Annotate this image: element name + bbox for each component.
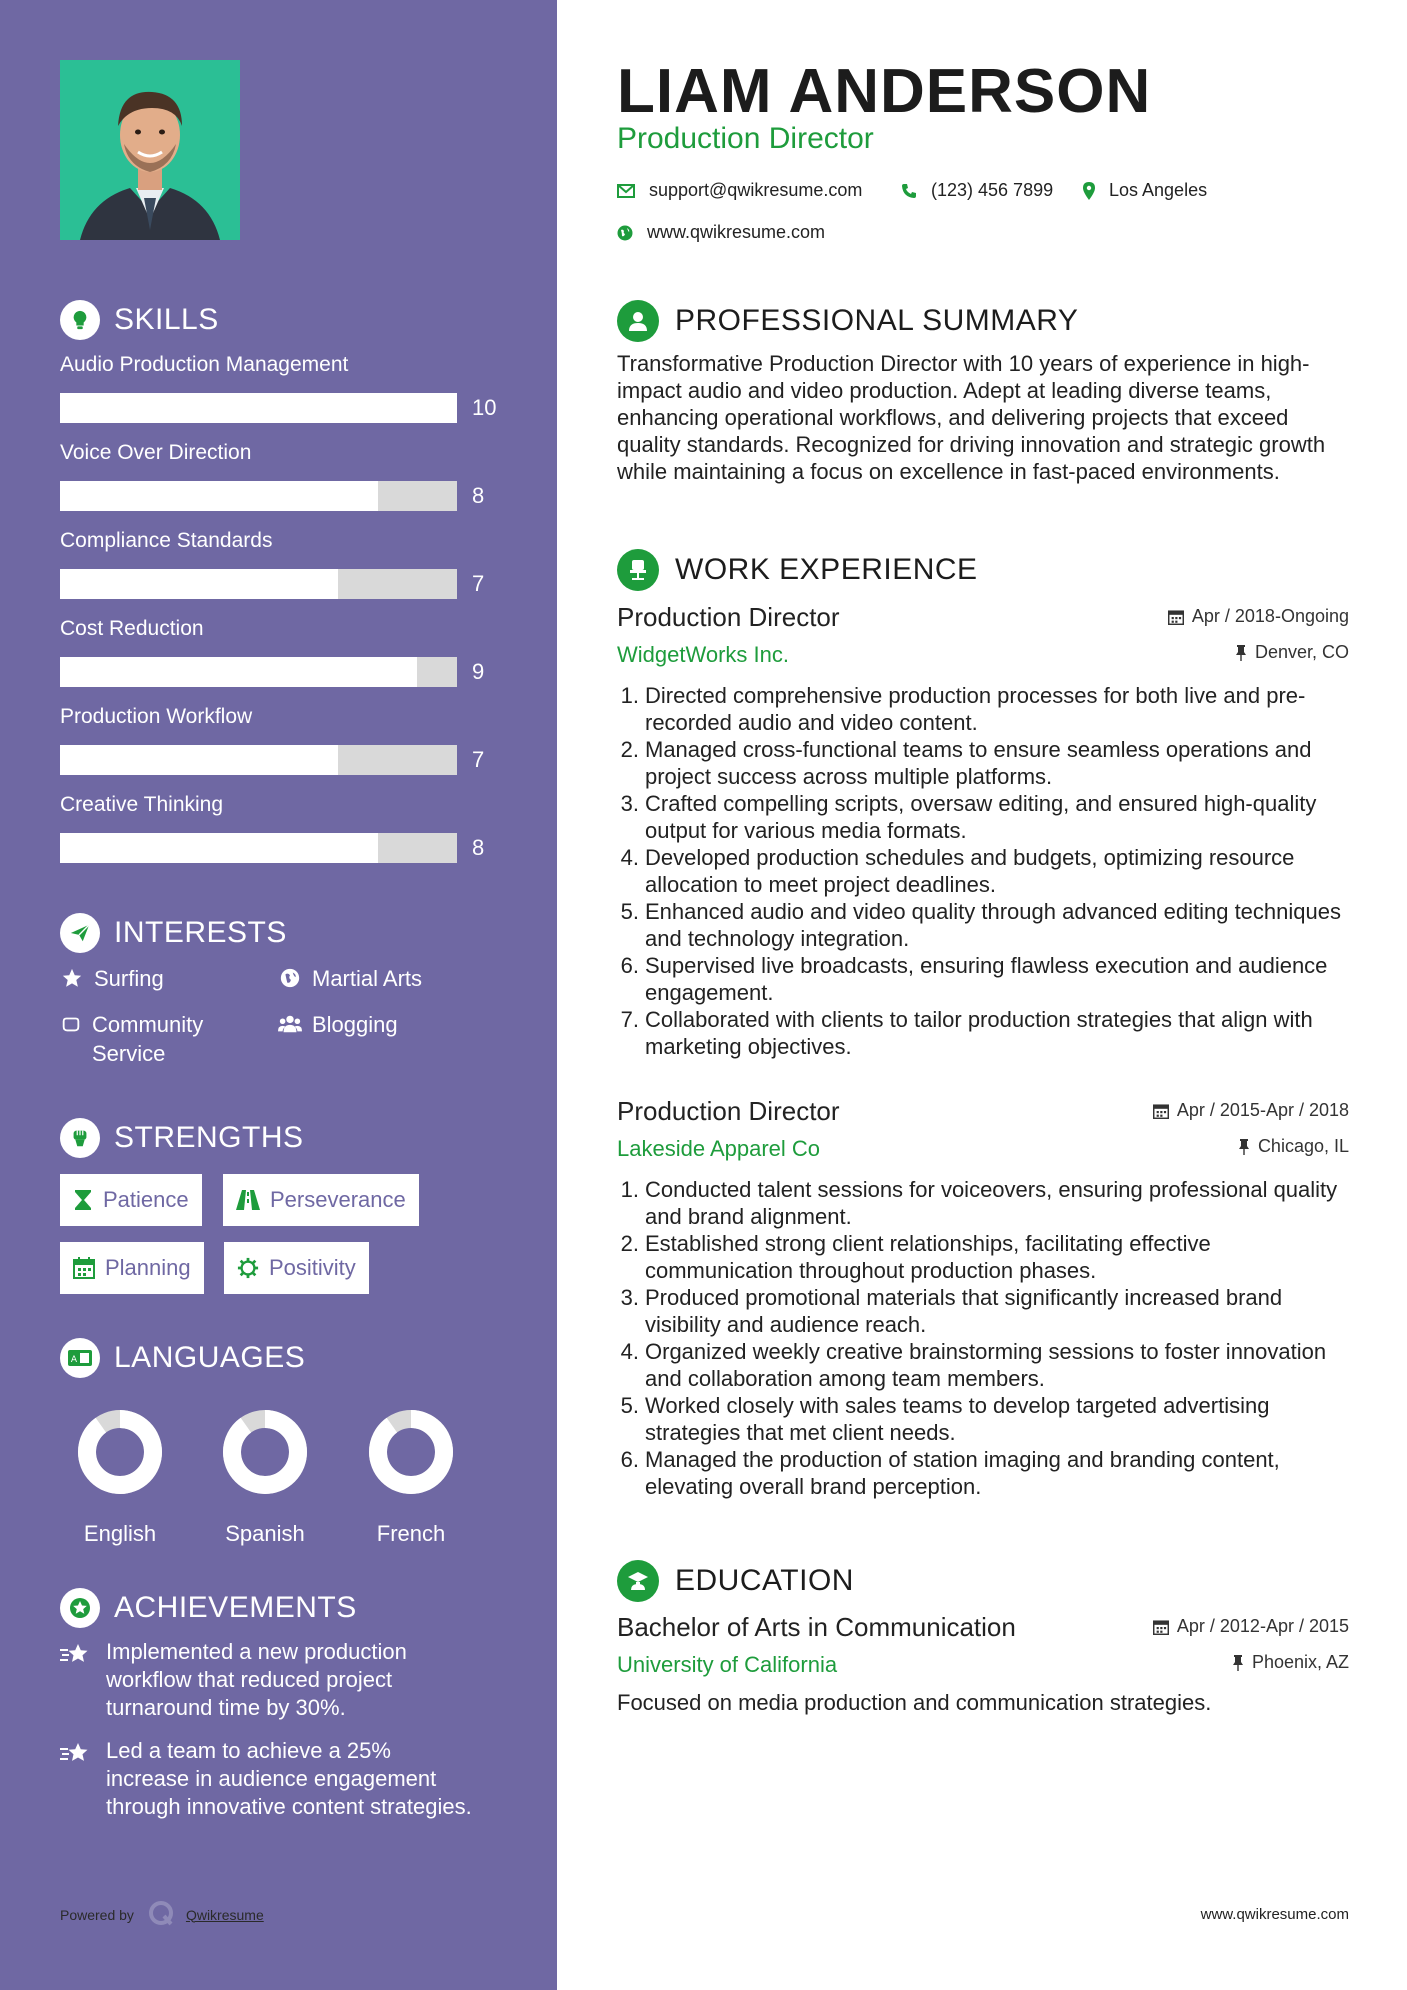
education-title: EDUCATION: [675, 1564, 854, 1597]
skill-bar-fill: [60, 745, 338, 775]
achievements-title: ACHIEVEMENTS: [114, 1591, 357, 1624]
road-icon: [236, 1189, 260, 1211]
svg-text:A: A: [70, 1355, 78, 1365]
skill-item: [60, 439, 520, 511]
skill-value: 7: [472, 571, 485, 596]
contact-phone[interactable]: [901, 180, 1053, 201]
language-ring: [361, 1402, 461, 1502]
skill-bar-fill: [60, 569, 338, 599]
interest-item: [278, 964, 422, 993]
interest-label: Martial Arts: [312, 966, 423, 991]
strength-tag: [60, 1242, 204, 1294]
job-bullet: 4. Developed production schedules and budgets, optimizing resource allocation to meet project deadlines.: [620, 845, 1295, 897]
achievements-heading: [60, 1588, 357, 1628]
job-bullets: [617, 682, 1349, 1060]
skill-value: 9: [472, 659, 485, 684]
skill-value: 8: [472, 483, 485, 508]
summary-heading: [617, 300, 1078, 342]
strengths-title: STRENGTHS: [114, 1121, 304, 1154]
achievement-text: Led a team to achieve a 25% increase in audience engagement through innovative content strategies.: [106, 1738, 472, 1819]
skill-name: Audio Production Management: [60, 353, 349, 376]
achievement-item: [60, 1737, 480, 1821]
job-bullet: 5. Worked closely with sales teams to develop targeted advertising strategies that met client needs.: [620, 1393, 1270, 1445]
job-location: [1235, 642, 1349, 663]
footer-url[interactable]: www.qwikresume.com: [1200, 1906, 1349, 1923]
website-text: www.qwikresume.com: [647, 222, 826, 242]
strength-label: Perseverance: [270, 1187, 406, 1212]
skills-heading: [60, 300, 219, 340]
education-date: [1153, 1616, 1349, 1637]
qwikresume-link[interactable]: Qwikresume: [185, 1906, 264, 1923]
job-bullets: [617, 1176, 1349, 1500]
language-icon: [60, 1338, 100, 1378]
candidate-name: LIAM ANDERSON: [617, 57, 1152, 126]
interests-heading: [60, 913, 287, 953]
strength-label: Planning: [105, 1255, 191, 1280]
pushpin-icon: [1238, 1139, 1250, 1155]
language-name: Spanish: [225, 1521, 305, 1546]
job-company: Lakeside Apparel Co: [617, 1136, 821, 1161]
skill-value: 10: [472, 395, 497, 420]
strength-label: Positivity: [269, 1255, 356, 1280]
education-location: [1232, 1652, 1349, 1673]
job-bullet: 2. Established strong client relationships, facilitating effective communication throughout production phases.: [620, 1231, 1211, 1283]
skill-name: Cost Reduction: [60, 617, 204, 640]
job-bullet: 7. Collaborated with clients to tailor production strategies that align with marketing objectives.: [620, 1007, 1313, 1059]
email-text: support@qwikresume.com: [649, 180, 863, 200]
location-text: Los Angeles: [1109, 180, 1208, 200]
language-name: English: [83, 1521, 157, 1546]
job-date: [1168, 606, 1349, 627]
interest-label: Blogging: [312, 1012, 398, 1037]
job-entry: [617, 1094, 1349, 1500]
job-date-text: Apr / 2015-Apr / 2018: [1176, 1100, 1349, 1120]
experience-heading: [617, 549, 978, 591]
calendar-icon: [1168, 609, 1184, 625]
language-item: [215, 1402, 315, 1547]
skill-name: Production Workflow: [60, 705, 253, 728]
languages-title: LANGUAGES: [114, 1341, 306, 1374]
calendar-icon: [1153, 1103, 1169, 1119]
job-company: WidgetWorks Inc.: [617, 642, 789, 667]
strength-tag: [60, 1174, 202, 1226]
skill-bar: [60, 833, 457, 863]
language-item: [70, 1402, 170, 1547]
education-location-text: Phoenix, AZ: [1251, 1652, 1349, 1672]
qwikresume-logo-icon: [148, 1900, 174, 1929]
skill-bar-fill: [60, 657, 417, 687]
skill-item: [60, 527, 520, 599]
job-entry: [617, 600, 1349, 1060]
hourglass-icon: [73, 1189, 93, 1211]
globe-icon: [278, 964, 302, 989]
job-location-text: Chicago, IL: [1257, 1136, 1349, 1156]
briefcase-chair-icon: [617, 549, 659, 591]
job-bullet: 6. Supervised live broadcasts, ensuring flawless execution and audience engagement.: [620, 953, 1328, 1005]
globe-icon: [617, 225, 633, 241]
job-bullet: 3. Crafted compelling scripts, oversaw editing, and ensured high-quality output for various media formats.: [620, 791, 1317, 843]
interest-label: Community Service: [92, 1012, 204, 1066]
phone-text: (123) 456 7899: [931, 180, 1054, 200]
job-title: Production Director: [617, 1096, 840, 1126]
phone-icon: [901, 183, 917, 199]
skill-item: [60, 791, 520, 863]
job-bullet: 2. Managed cross-functional teams to ensure seamless operations and project success across multiple platforms.: [620, 737, 1312, 789]
profile-photo: [60, 60, 240, 240]
skill-bar-fill: [60, 833, 378, 863]
skill-value: 7: [472, 747, 485, 772]
language-ring: [215, 1402, 315, 1502]
skill-item: [60, 703, 520, 775]
interest-label: Surfing: [94, 966, 164, 991]
strength-label: Patience: [103, 1187, 189, 1212]
achievement-item: [60, 1638, 480, 1722]
achievement-text: Implemented a new production workflow that reduced project turnaround time by 30%.: [106, 1639, 407, 1720]
job-location: [1238, 1136, 1349, 1157]
degree-title: Bachelor of Arts in Communication: [617, 1612, 1016, 1642]
skill-bar: [60, 745, 457, 775]
shooting-star-icon: [60, 1638, 94, 1673]
graduate-icon: [617, 1560, 659, 1602]
fist-icon: [60, 1118, 100, 1158]
envelope-icon: [617, 184, 635, 198]
contact-location: [1083, 180, 1207, 201]
skill-value: 8: [472, 835, 485, 860]
skill-bar-fill: [60, 393, 457, 423]
strengths-heading: [60, 1118, 304, 1158]
calendar-icon: [73, 1257, 95, 1279]
summary-title: PROFESSIONAL SUMMARY: [675, 304, 1079, 337]
award-star-icon: [60, 1588, 100, 1628]
experience-title: WORK EXPERIENCE: [675, 553, 978, 586]
gear-icon: [237, 1257, 259, 1279]
skill-bar: [60, 657, 457, 687]
calendar-icon: [1153, 1619, 1169, 1635]
interest-item: [60, 964, 164, 993]
education-date-text: Apr / 2012-Apr / 2015: [1176, 1616, 1349, 1636]
job-bullet: 6. Managed the production of station imaging and branding content, elevating overall brand perception.: [620, 1447, 1280, 1499]
lightbulb-icon: [60, 300, 100, 340]
job-location-text: Denver, CO: [1254, 642, 1349, 662]
skill-name: Creative Thinking: [60, 793, 224, 816]
pushpin-icon: [1235, 645, 1247, 661]
skill-name: Compliance Standards: [60, 529, 273, 552]
language-name: French: [376, 1521, 446, 1546]
skill-name: Voice Over Direction: [60, 441, 252, 464]
education-entry: [617, 1610, 1349, 1716]
job-bullet: 5. Enhanced audio and video quality through advanced editing techniques and technology integration.: [620, 899, 1341, 951]
users-icon: [278, 1010, 302, 1035]
strength-tag: [223, 1174, 419, 1226]
skill-item: [60, 615, 520, 687]
powered-by-label: Powered by: [60, 1906, 134, 1923]
languages-heading: [60, 1338, 305, 1378]
education-description: Focused on media production and communication strategies.: [617, 1690, 1212, 1715]
job-date: [1153, 1100, 1349, 1121]
main-content: [617, 0, 1347, 1990]
job-bullet: 4. Organized weekly creative brainstorming sessions to foster innovation and collaboration among team members.: [620, 1339, 1327, 1391]
job-bullet: 3. Produced promotional materials that significantly increased brand visibility and audience reach.: [620, 1285, 1283, 1337]
language-ring: [70, 1402, 170, 1502]
education-heading: [617, 1560, 854, 1602]
shooting-star-icon: [60, 1737, 94, 1772]
job-bullet: 1. Conducted talent sessions for voiceovers, ensuring professional quality and brand alignment.: [620, 1177, 1338, 1229]
interest-item: [60, 1010, 260, 1068]
star-icon: [60, 964, 84, 989]
job-bullet: 1. Directed comprehensive production processes for both live and pre-recorded audio and video content.: [620, 683, 1306, 735]
skills-title: SKILLS: [114, 303, 219, 336]
map-pin-icon: [1083, 182, 1095, 200]
pushpin-icon: [1232, 1655, 1244, 1671]
interests-title: INTERESTS: [114, 916, 287, 949]
school-name: University of California: [617, 1652, 838, 1677]
summary-text: Transformative Production Director with 10 years of experience in high-impact audio and video production. Adept at leading diverse teams, enhancing operational workflows, and delivering projects that exceed quality standards. Recognized for driving innovation and strategic growth while maintaining a focus on excellence in fast-paced environments.: [617, 351, 1326, 484]
skill-bar-fill: [60, 481, 378, 511]
skill-bar: [60, 393, 457, 423]
interest-item: [278, 1010, 398, 1039]
powered-by: [60, 1900, 264, 1929]
language-item: [361, 1402, 461, 1547]
job-date-text: Apr / 2018-Ongoing: [1191, 606, 1349, 626]
skill-bar: [60, 569, 457, 599]
strength-tag: [224, 1242, 369, 1294]
skill-item: [60, 351, 520, 423]
contact-website[interactable]: [617, 222, 825, 243]
sidebar: [0, 0, 557, 1990]
paper-plane-icon: [60, 913, 100, 953]
hand-icon: [60, 1010, 82, 1035]
job-title: Production Director: [617, 602, 840, 632]
candidate-role: Production Director: [617, 122, 874, 155]
user-icon: [617, 300, 659, 342]
skill-bar: [60, 481, 457, 511]
contact-email[interactable]: [617, 180, 862, 201]
